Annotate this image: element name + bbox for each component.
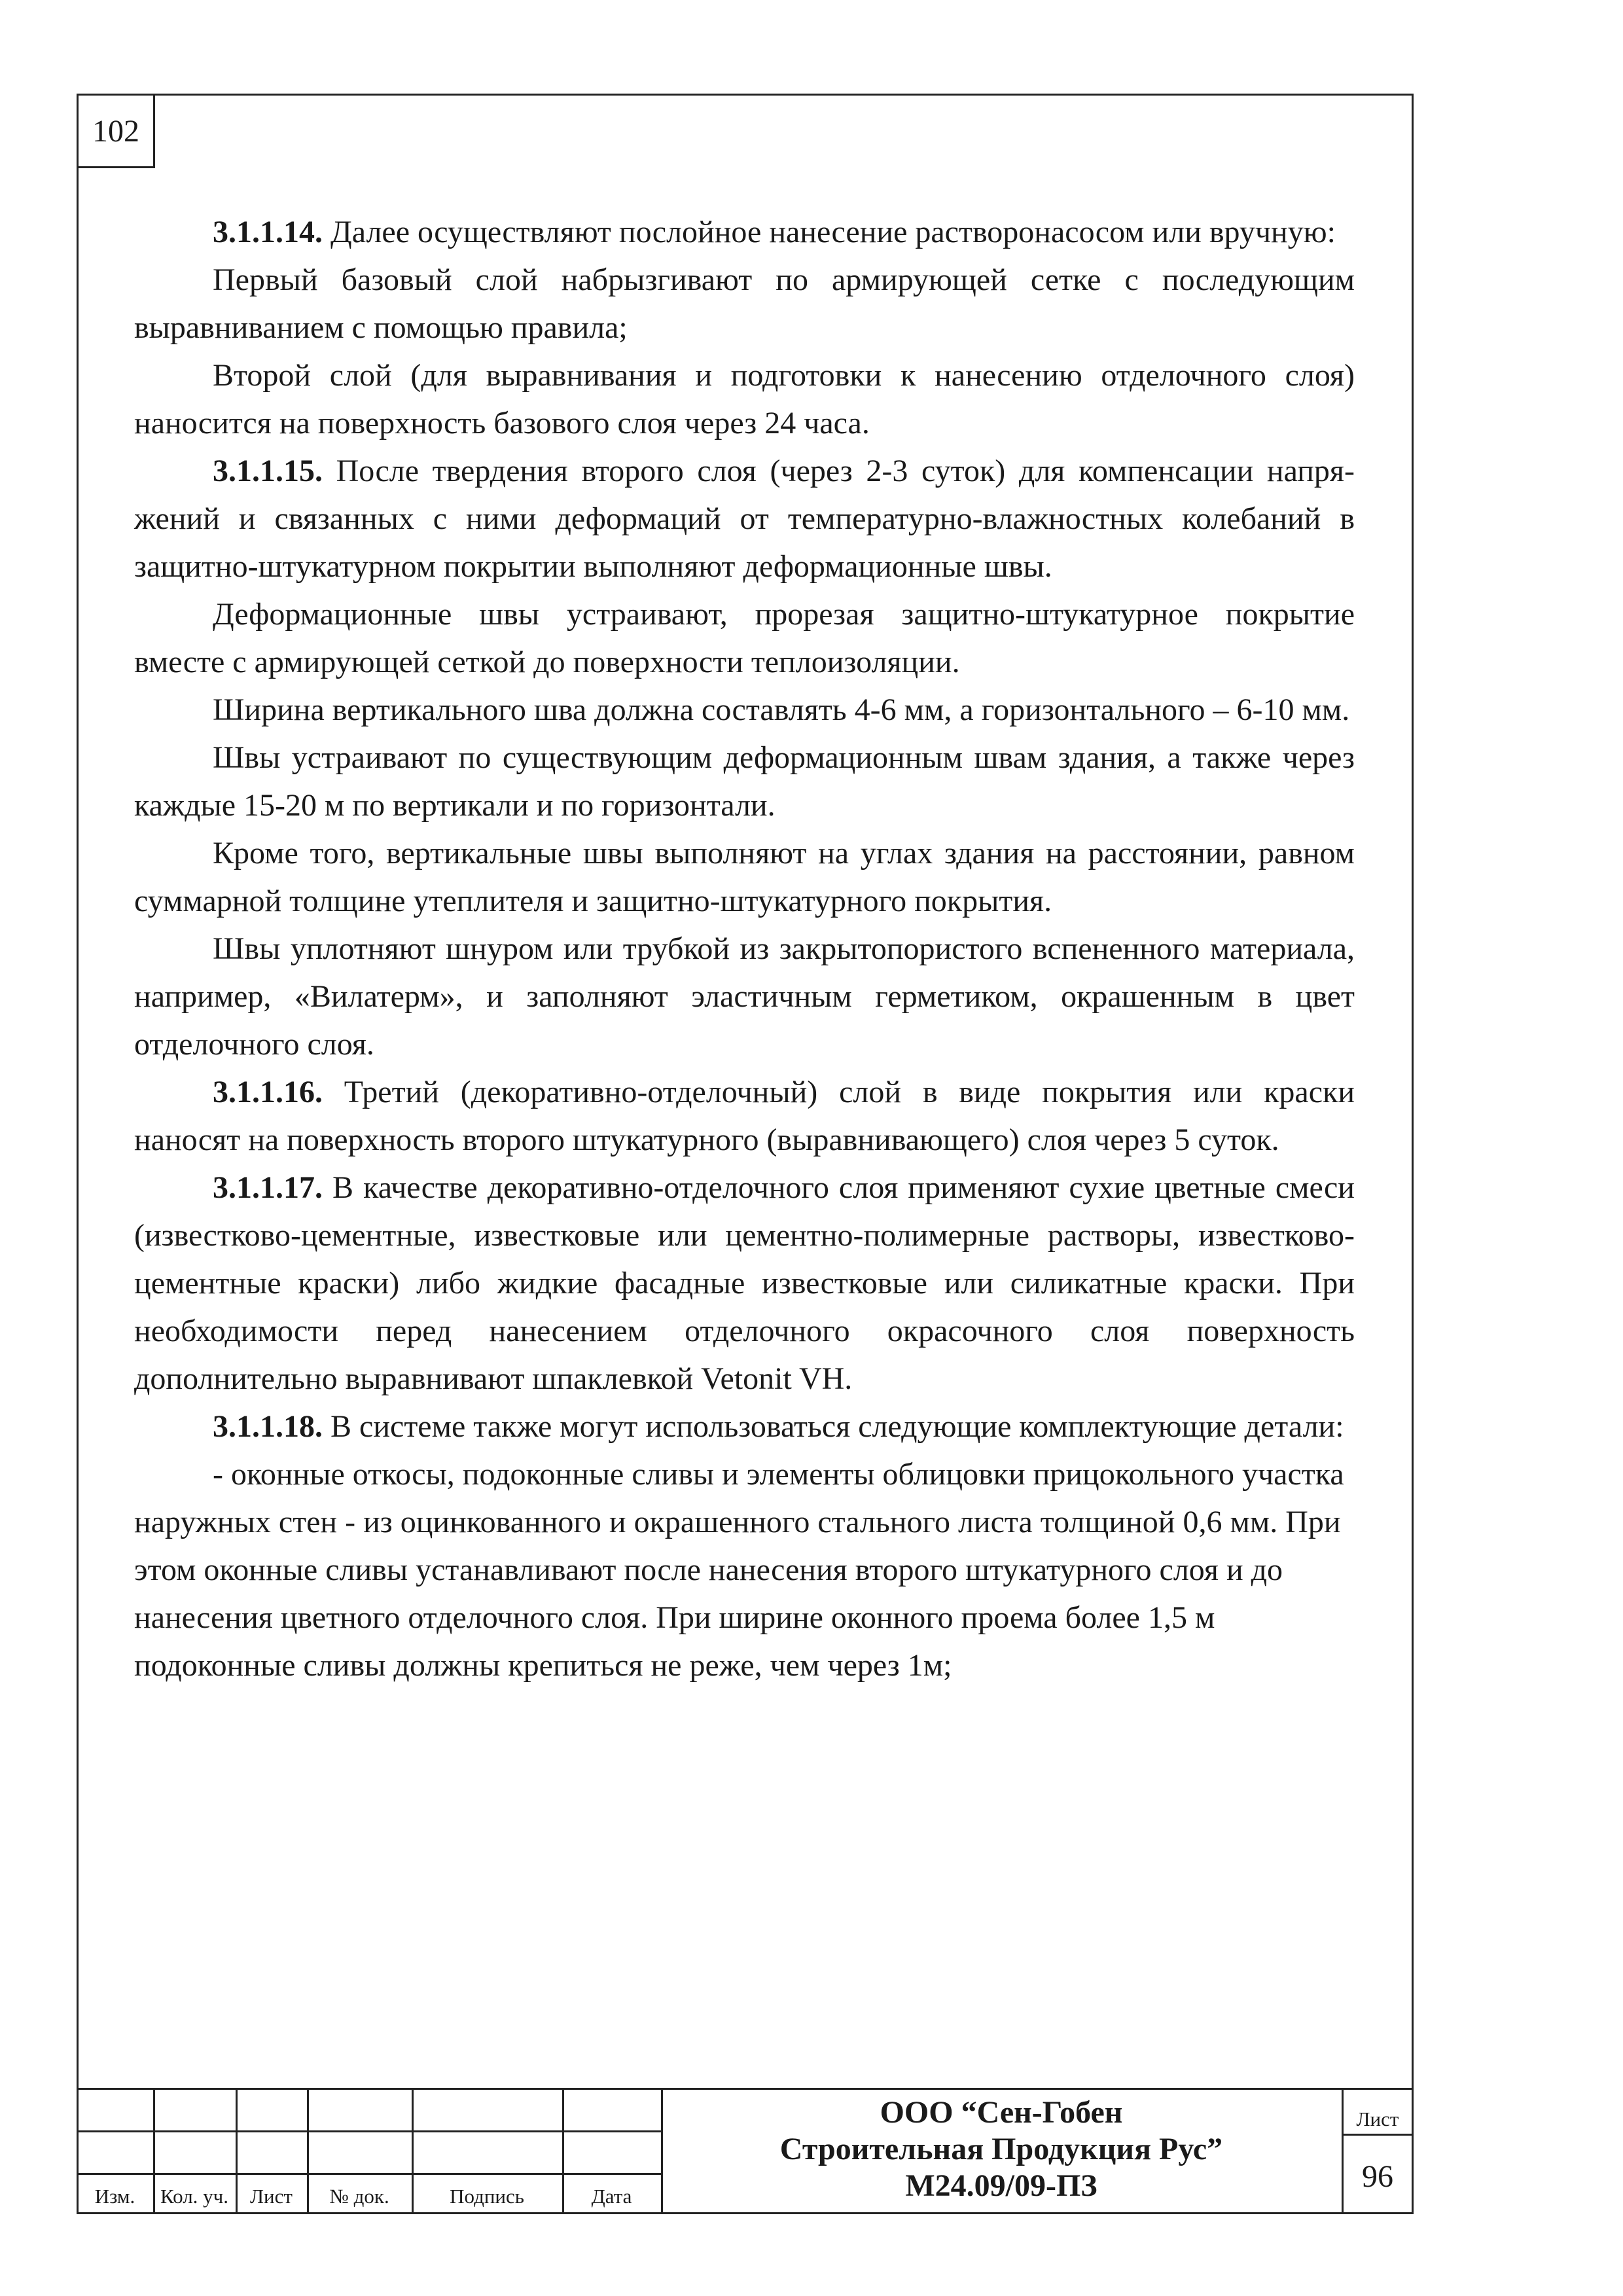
stamp-sheet-label: Лист xyxy=(1356,2108,1399,2130)
page-number: 102 xyxy=(92,113,139,149)
stamp-col-sign: Подпись xyxy=(450,2185,524,2208)
paragraph-3-1-1-14 xyxy=(134,208,1355,256)
page-number-box xyxy=(77,94,155,168)
paragraph-number: 3.1.1.18. xyxy=(213,1409,323,1444)
paragraph-text: Швы устраивают по существующим деформационным швам здания, а также через каждые 15-20 м по вертикали и по горизонтали. xyxy=(134,740,1355,823)
paragraph-text: Третий (декоративно-отделочный) слой в виде покрытия или краски наносят на поверхность второго штукатурного (выравнивающего) слоя через 5 суток. xyxy=(134,1075,1355,1157)
paragraph-3-1-1-17 xyxy=(134,1164,1355,1403)
paragraph-number: 3.1.1.14. xyxy=(213,215,323,249)
stamp-col-izm: Изм. xyxy=(94,2185,135,2208)
paragraph xyxy=(134,1450,1355,1689)
paragraph-3-1-1-16 xyxy=(134,1068,1355,1164)
paragraph-text: Второй слой (для выравнивания и подготовки к нанесению отделочного слоя) наносится на поверхность базового слоя через 24 часа. xyxy=(134,358,1355,440)
paragraph xyxy=(134,590,1355,686)
paragraph-text: Далее осуществляют послойное нанесение растворонасосом или вручную: xyxy=(323,215,1336,249)
paragraph-number: 3.1.1.15. xyxy=(213,454,323,488)
paragraph-number: 3.1.1.17. xyxy=(213,1170,323,1205)
paragraph-text: - оконные откосы, подоконные сливы и элементы облицовки прицокольного участка наружных стен - из оцинкованного и окрашенного стального листа толщиной 0,6 мм. При этом оконные сливы устанавливают после нанесения второго штукатурного слоя и до нанесения цветного отделочного слоя. При ширине оконного проема более 1,5 м подоконные сливы должны крепиться не реже, чем через 1м; xyxy=(134,1457,1344,1683)
stamp-line xyxy=(1342,2088,1344,2214)
paragraph xyxy=(134,256,1355,351)
stamp-sheet-number: 96 xyxy=(1362,2159,1393,2194)
paragraph xyxy=(134,925,1355,1068)
paragraph-number: 3.1.1.16. xyxy=(213,1075,323,1109)
paragraph xyxy=(134,686,1355,734)
paragraph-text: Швы уплотняют шнуром или трубкой из закрытопористого вспененного материала, например, «Вилатерм», и заполняют эластичным герметиком, окрашенным в цвет отделочного слоя. xyxy=(134,931,1355,1062)
paragraph xyxy=(134,351,1355,447)
stamp-line xyxy=(77,2173,661,2175)
paragraph-text: В системе также могут использоваться следующие комплектующие детали: xyxy=(323,1409,1344,1444)
paragraph-text: Деформационные швы устраивают, прорезая защитно-штукатурное покрытие вместе с армирующей сеткой до поверхности теплоизоляции. xyxy=(134,597,1355,679)
stamp-line xyxy=(1342,2134,1414,2136)
paragraph-text: В качестве декоративно-отделочного слоя применяют сухие цветные смеси (известково-цементные, известковые или цементно-полимерные растворы, известково-цементные краски) либо жидкие фасадные известковые или силикатные краски. При необходимости перед нанесением отделочного окрасочного слоя поверхность дополнительно выравнивают шпаклевкой Vetonit VH. xyxy=(134,1170,1355,1396)
paragraph-text: Первый базовый слой набрызгивают по армирующей сетке с последующим выравниванием с помощью правила; xyxy=(134,262,1355,345)
paragraph-text: Кроме того, вертикальные швы выполняют на углах здания на расстоянии, равном суммарной толщине утеплителя и защитно-штукатурного покрытия. xyxy=(134,836,1355,918)
paragraph-text: Ширина вертикального шва должна составлять 4-6 мм, а горизонтального – 6-10 мм. xyxy=(213,692,1350,727)
stamp-line xyxy=(77,2088,661,2090)
stamp-col-date: Дата xyxy=(591,2185,632,2208)
stamp-organization xyxy=(661,2094,1342,2204)
org-line-1: ООО “Сен-Гобен xyxy=(880,2095,1123,2130)
document-body xyxy=(134,208,1355,1689)
stamp-col-doc: № док. xyxy=(329,2185,389,2208)
doc-code: М24.09/09-ПЗ xyxy=(905,2168,1097,2203)
stamp-col-list: Лист xyxy=(250,2185,293,2208)
stamp-line xyxy=(77,2130,661,2132)
paragraph-text: После твердения второго слоя (через 2-3 суток) для компенсации напряжений и связанных с ними деформаций от температурно-влажностных колебаний в защитно-штукатурном покрытии выполняют деформационные швы. xyxy=(134,454,1355,584)
paragraph-3-1-1-15 xyxy=(134,447,1355,590)
stamp-col-kol: Кол. уч. xyxy=(160,2185,229,2208)
paragraph xyxy=(134,829,1355,925)
org-line-2: Строительная Продукция Рус” xyxy=(779,2132,1223,2166)
paragraph-3-1-1-18 xyxy=(134,1403,1355,1450)
stamp-line xyxy=(661,2088,1414,2090)
paragraph xyxy=(134,734,1355,829)
title-block-stamp xyxy=(77,2088,1414,2214)
